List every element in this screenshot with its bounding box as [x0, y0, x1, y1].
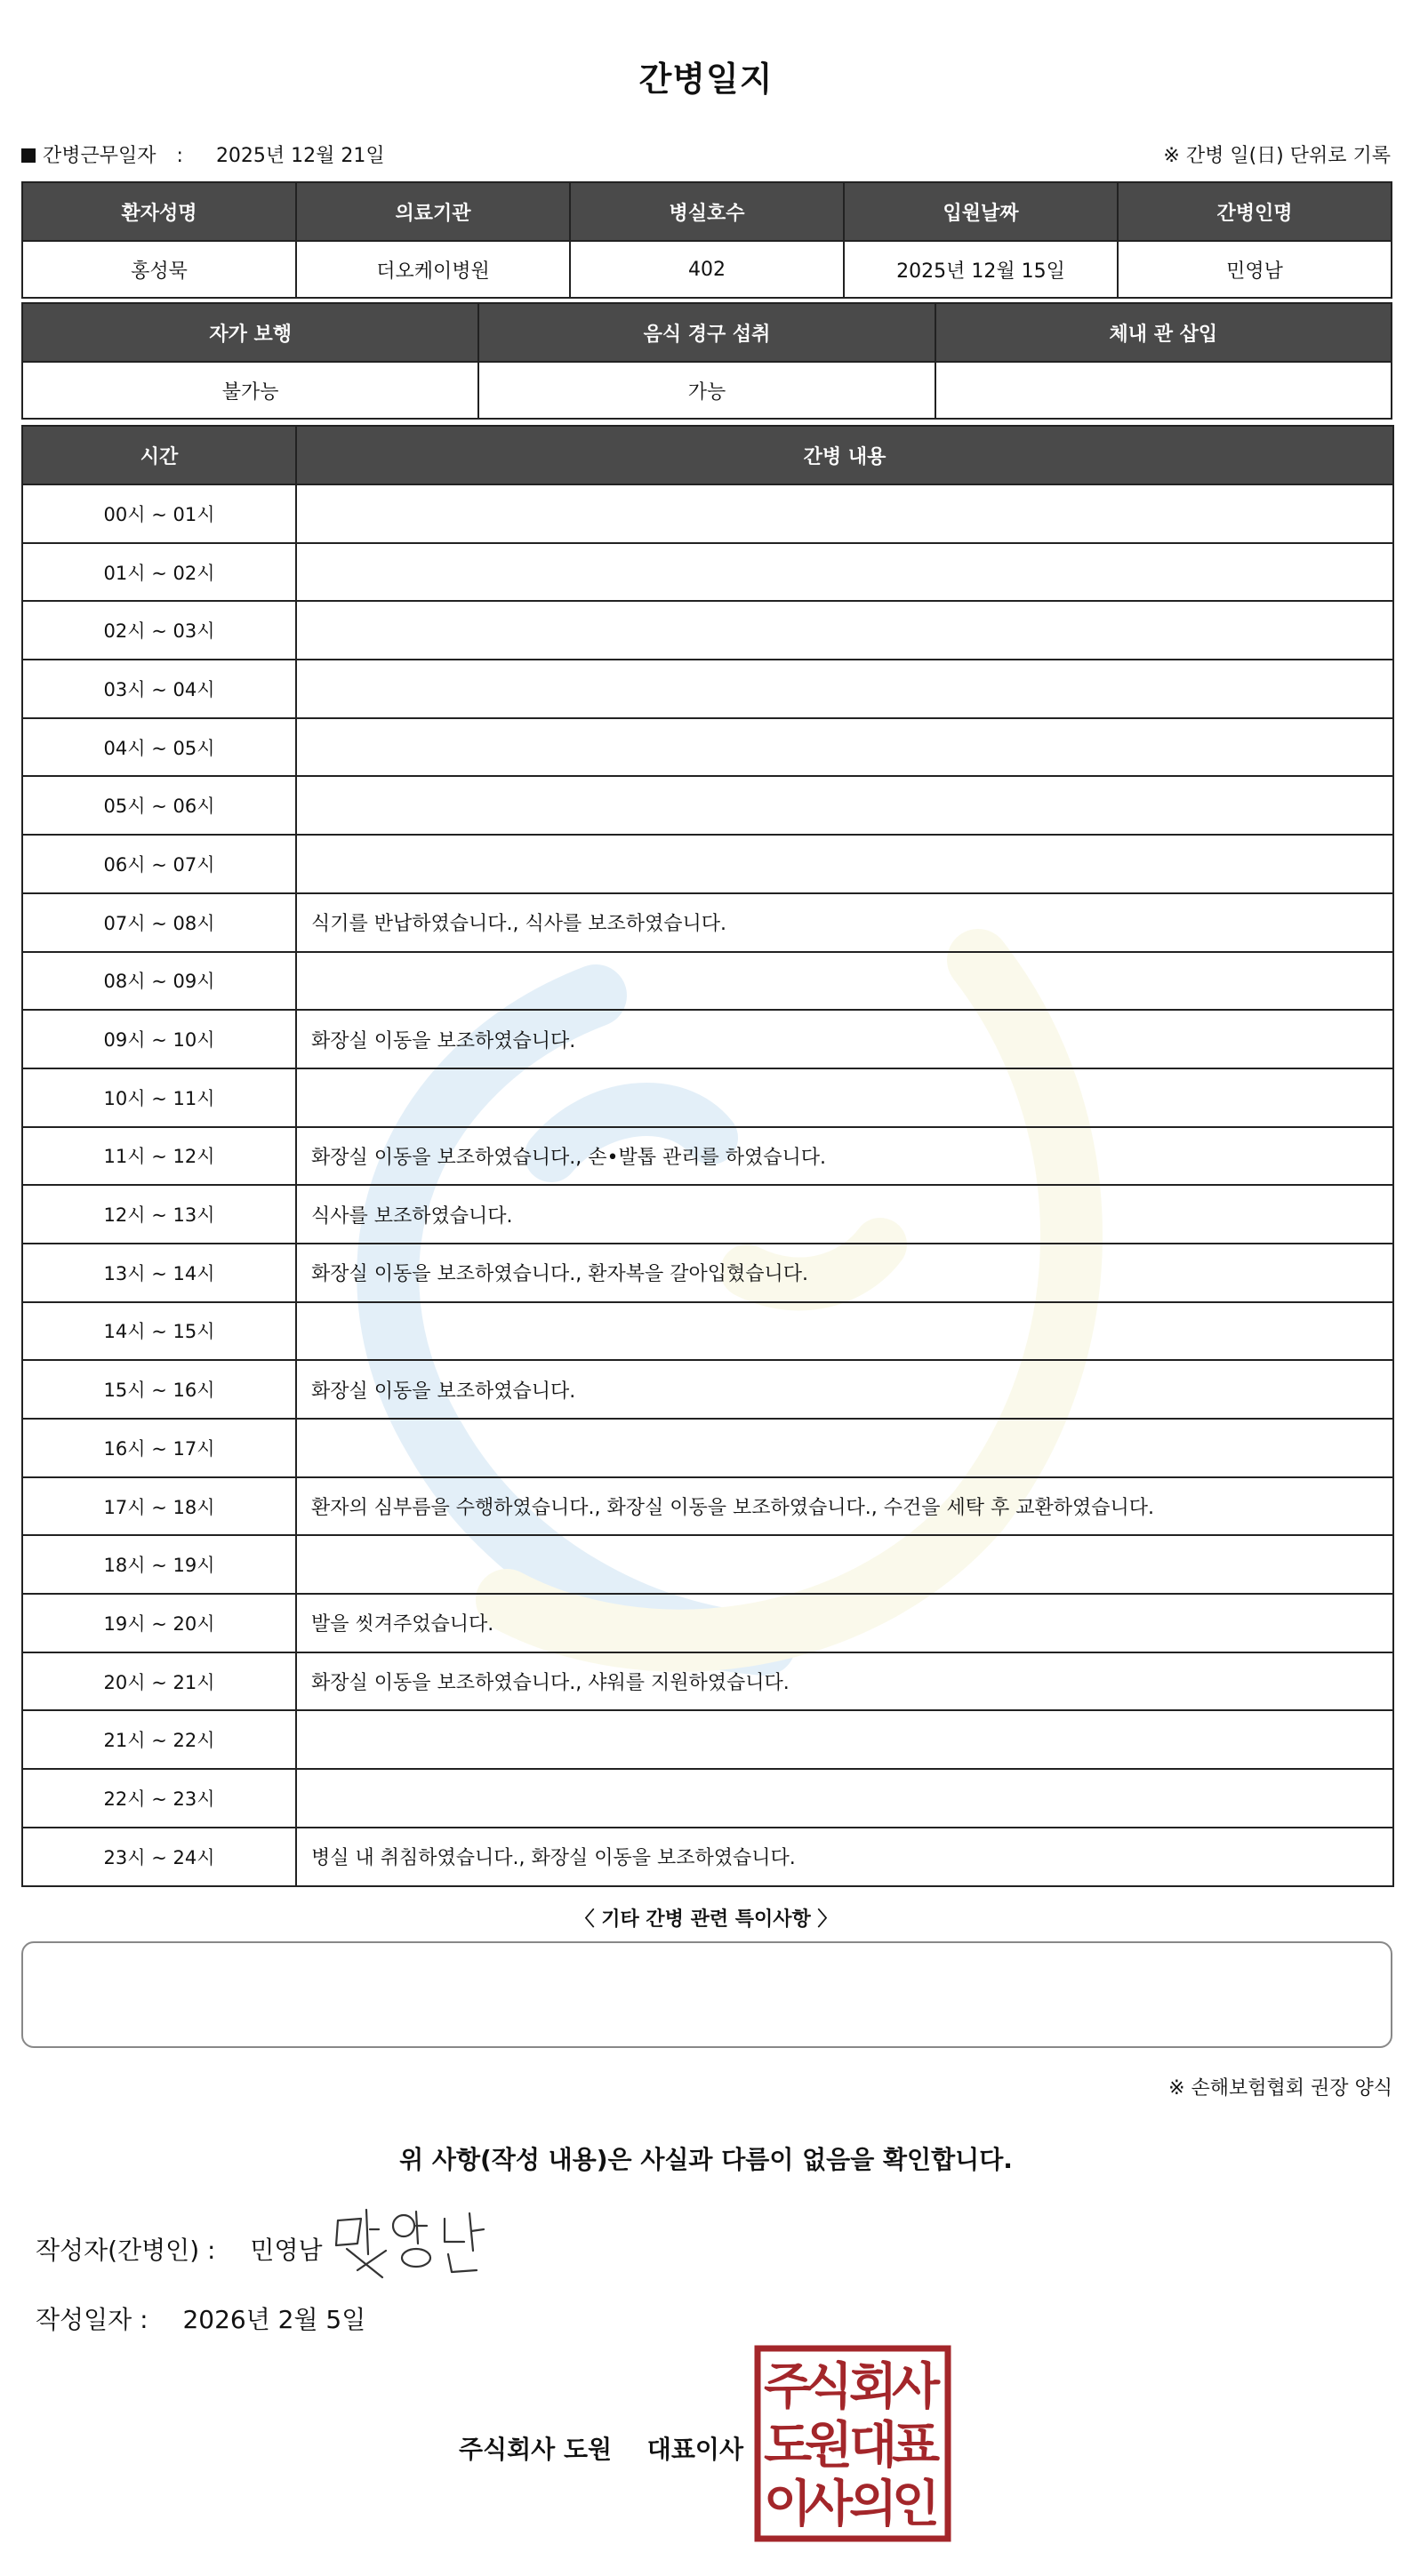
table-row	[22, 1127, 1393, 1186]
table-row	[22, 1769, 1393, 1828]
care-time-cell: 16시 ~ 17시	[22, 1419, 296, 1477]
room-number: 402	[570, 241, 844, 298]
care-content-cell	[296, 718, 1393, 777]
seal-glyph: 의	[848, 2476, 898, 2533]
oral-intake: 가능	[478, 362, 935, 419]
care-time-cell: 00시 ~ 01시	[22, 484, 296, 543]
care-content-cell: 식사를 보조하였습니다.	[296, 1185, 1393, 1244]
written-date-value: 2026년 2월 5일	[182, 2305, 366, 2334]
care-time-cell: 15시 ~ 16시	[22, 1360, 296, 1419]
care-time-cell: 19시 ~ 20시	[22, 1594, 296, 1652]
care-log-table	[21, 425, 1394, 1887]
care-content-cell: 화장실 이동을 보조하였습니다.	[296, 1360, 1393, 1419]
care-time-cell: 14시 ~ 15시	[22, 1302, 296, 1361]
care-time-cell: 08시 ~ 09시	[22, 952, 296, 1011]
seal-glyph: 사	[804, 2476, 854, 2533]
care-time-cell: 11시 ~ 12시	[22, 1127, 296, 1186]
patient-status-table	[21, 302, 1392, 420]
seal-glyph: 도	[763, 2417, 813, 2475]
header-admission-date: 입원날짜	[844, 182, 1118, 241]
hospital: 더오케이병원	[296, 241, 570, 298]
header-hospital: 의료기관	[296, 182, 570, 241]
work-date-value: 2025년 12월 21일	[215, 145, 385, 167]
table-row	[22, 1068, 1393, 1127]
table-row	[22, 484, 1393, 543]
page-title: 간병일지	[638, 60, 774, 99]
care-time-cell: 01시 ~ 02시	[22, 543, 296, 602]
header-time: 시간	[22, 426, 296, 484]
table-row	[22, 543, 1393, 602]
seal-glyph: 대	[848, 2417, 898, 2475]
special-notes-title: 〈 기타 간병 관련 특이사항 〉	[574, 1908, 838, 1931]
care-content-cell	[296, 543, 1393, 602]
care-content-cell: 화장실 이동을 보조하였습니다., 샤워를 지원하였습니다.	[296, 1652, 1393, 1711]
care-content-cell: 병실 내 취침하였습니다., 화장실 이동을 보조하였습니다.	[296, 1828, 1393, 1886]
care-time-cell: 13시 ~ 14시	[22, 1244, 296, 1302]
care-content-cell	[296, 1419, 1393, 1477]
care-content-cell	[296, 1068, 1393, 1127]
care-content-cell	[296, 660, 1393, 718]
written-date-line	[36, 2300, 365, 2336]
admission-date: 2025년 12월 15일	[844, 241, 1118, 298]
table-row	[22, 1360, 1393, 1419]
care-time-cell: 10시 ~ 11시	[22, 1068, 296, 1127]
special-notes-box	[21, 1941, 1392, 2048]
table-row	[22, 1302, 1393, 1361]
care-time-cell: 09시 ~ 10시	[22, 1010, 296, 1068]
care-content-cell	[296, 776, 1393, 835]
work-date	[21, 140, 385, 168]
table-row	[22, 1419, 1393, 1477]
seal-glyph: 이	[763, 2476, 813, 2533]
table-row	[22, 1710, 1393, 1769]
handwritten-signature	[331, 2203, 491, 2283]
table-row	[22, 893, 1393, 952]
table-row	[22, 1652, 1393, 1711]
header-care-content: 간병 내용	[296, 426, 1393, 484]
care-content-cell: 환자의 심부름을 수행하였습니다., 화장실 이동을 보조하였습니다., 수건을 세탁 후 교환하였습니다.	[296, 1477, 1393, 1536]
care-content-cell	[296, 1769, 1393, 1828]
seal-glyph: 식	[804, 2358, 854, 2416]
table-row	[22, 1477, 1393, 1536]
care-content-cell: 화장실 이동을 보조하였습니다., 손•발톱 관리를 하였습니다.	[296, 1127, 1393, 1186]
square-bullet-icon	[21, 148, 36, 163]
care-content-cell: 화장실 이동을 보조하였습니다., 환자복을 갈아입혔습니다.	[296, 1244, 1393, 1302]
care-time-cell: 03시 ~ 04시	[22, 660, 296, 718]
care-time-cell: 02시 ~ 03시	[22, 601, 296, 660]
care-content-cell	[296, 952, 1393, 1011]
written-date-label: 작성일자 :	[36, 2305, 148, 2334]
company-name: 주식회사 도원	[459, 2435, 613, 2464]
caregiver-name: 민영남	[1118, 241, 1392, 298]
header-patient-name: 환자성명	[22, 182, 296, 241]
work-date-separator: :	[176, 145, 183, 167]
table-row	[22, 1828, 1393, 1886]
association-note: ※ 손해보험협회 권장 양식	[1168, 2077, 1392, 2100]
table-row	[22, 718, 1393, 777]
care-content-cell	[296, 835, 1393, 893]
record-note: ※ 간병 일(日) 단위로 기록	[1163, 145, 1391, 167]
care-time-cell: 17시 ~ 18시	[22, 1477, 296, 1536]
header-caregiver-name: 간병인명	[1118, 182, 1392, 241]
care-time-cell: 06시 ~ 07시	[22, 835, 296, 893]
writer-name: 민영남	[250, 2236, 323, 2265]
confirmation-statement: 위 사항(작성 내용)은 사실과 다름이 없음을 확인합니다.	[399, 2145, 1013, 2174]
company-representative-title: 대표이사	[646, 2435, 743, 2464]
table-row	[22, 776, 1393, 835]
table-row	[22, 601, 1393, 660]
table-row	[22, 835, 1393, 893]
self-walking: 불가능	[22, 362, 478, 419]
seal-glyph: 원	[804, 2417, 854, 2475]
care-time-cell: 07시 ~ 08시	[22, 893, 296, 952]
patient-name: 홍성묵	[22, 241, 296, 298]
seal-glyph: 사	[891, 2358, 941, 2416]
care-content-cell	[296, 484, 1393, 543]
writer-label: 작성자(간병인) :	[36, 2236, 216, 2265]
seal-glyph: 표	[891, 2417, 941, 2475]
table-row	[22, 1185, 1393, 1244]
care-content-cell	[296, 1710, 1393, 1769]
care-time-cell: 23시 ~ 24시	[22, 1828, 296, 1886]
writer-line	[36, 2231, 323, 2267]
company-line	[459, 2430, 743, 2466]
care-content-cell: 식기를 반납하였습니다., 식사를 보조하였습니다.	[296, 893, 1393, 952]
work-date-label: 간병근무일자	[43, 145, 156, 167]
table-row	[22, 1535, 1393, 1594]
table-row	[22, 1010, 1393, 1068]
care-content-cell	[296, 1535, 1393, 1594]
company-seal-stamp	[754, 2345, 951, 2542]
care-content-cell	[296, 1302, 1393, 1361]
care-content-cell: 화장실 이동을 보조하였습니다.	[296, 1010, 1393, 1068]
seal-glyph: 주	[763, 2358, 813, 2416]
header-oral-intake: 음식 경구 섭취	[478, 303, 935, 362]
care-content-cell: 발을 씻겨주었습니다.	[296, 1594, 1393, 1652]
table-row	[22, 1594, 1393, 1652]
care-time-cell: 12시 ~ 13시	[22, 1185, 296, 1244]
header-room-number: 병실호수	[570, 182, 844, 241]
seal-glyph: 인	[891, 2476, 941, 2533]
table-row	[22, 660, 1393, 718]
table-row	[22, 952, 1393, 1011]
header-tube-insertion: 체내 관 삽입	[935, 303, 1392, 362]
care-time-cell: 05시 ~ 06시	[22, 776, 296, 835]
seal-glyph: 회	[848, 2358, 898, 2416]
care-content-cell	[296, 601, 1393, 660]
care-time-cell: 18시 ~ 19시	[22, 1535, 296, 1594]
care-time-cell: 22시 ~ 23시	[22, 1769, 296, 1828]
care-time-cell: 04시 ~ 05시	[22, 718, 296, 777]
header-self-walking: 자가 보행	[22, 303, 478, 362]
care-time-cell: 21시 ~ 22시	[22, 1710, 296, 1769]
tube-insertion	[935, 362, 1392, 419]
table-row	[22, 1244, 1393, 1302]
patient-info-table	[21, 181, 1392, 299]
care-time-cell: 20시 ~ 21시	[22, 1652, 296, 1711]
